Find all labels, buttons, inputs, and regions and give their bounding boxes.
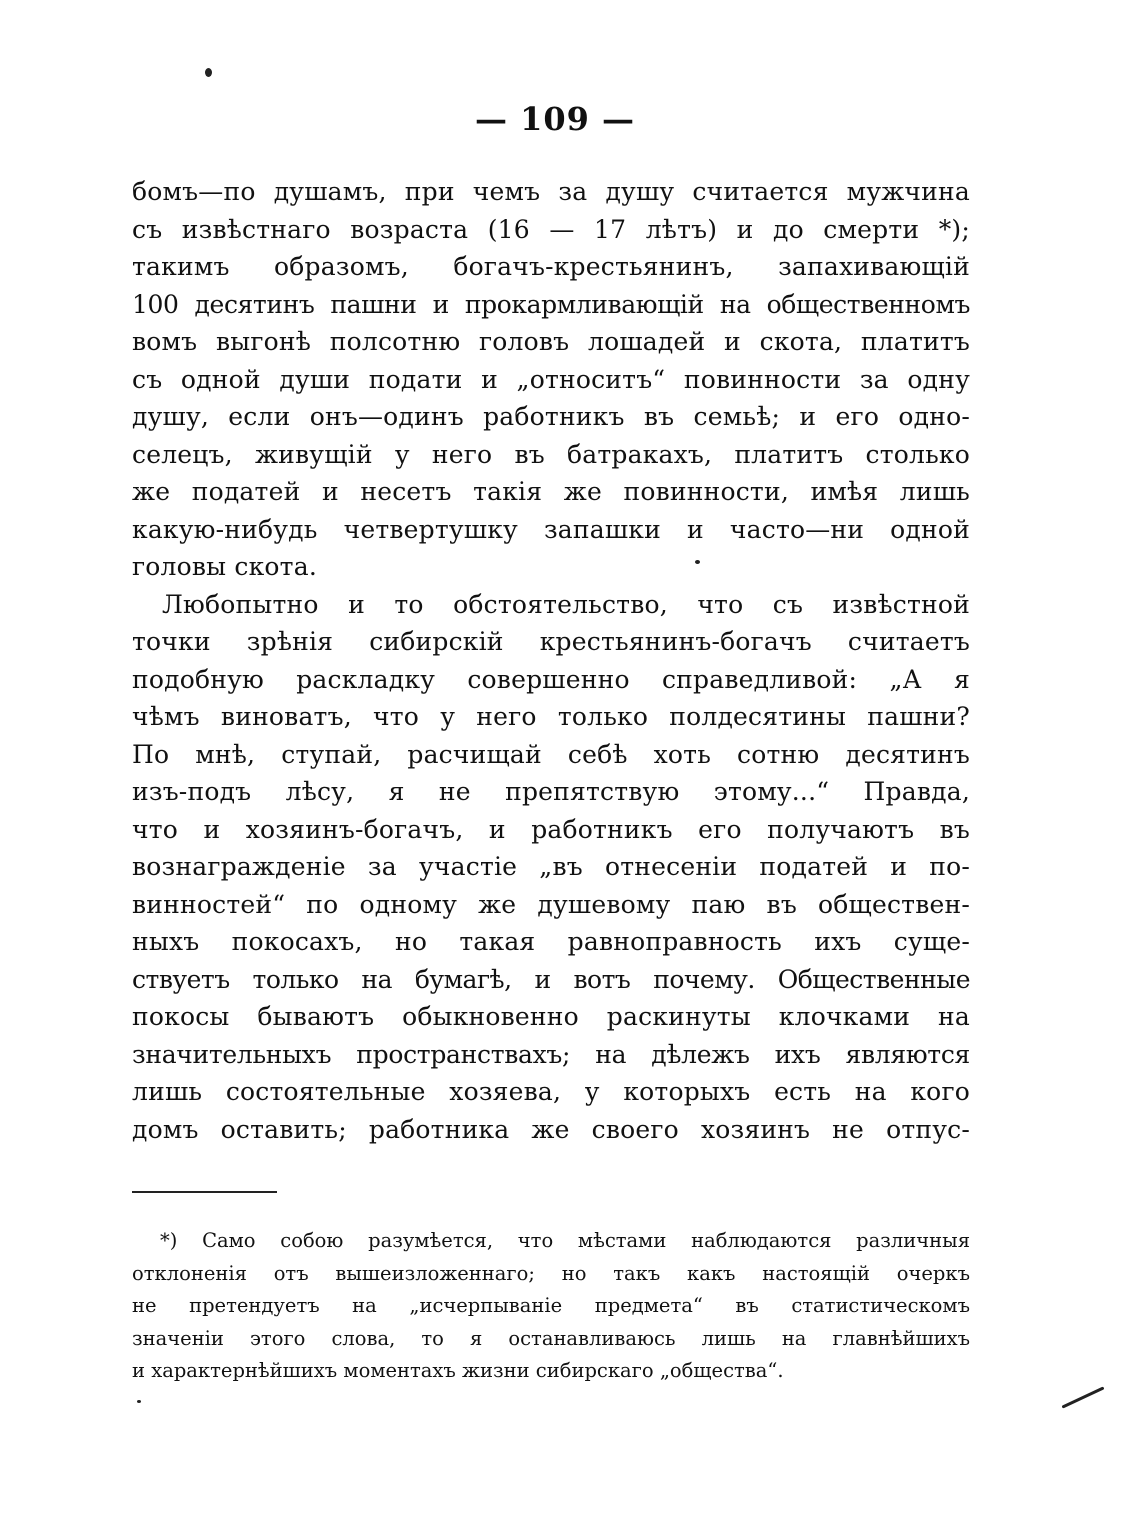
text-line: ныхъ покосахъ, но такая равноправность ихъ суще-	[132, 927, 970, 956]
text-line: 100 десятинъ пашни и прокармливающій на общественномъ	[132, 289, 970, 319]
text-line: винностей“ по одному же душевому паю въ обществен-	[132, 889, 970, 919]
text-line: По мнѣ, ступай, расчищай себѣ хоть сотню десятинъ	[132, 739, 970, 769]
text-line: изъ-подъ лѣсу, я не препятствую этому...“ Правда,	[132, 777, 970, 806]
text-line: ствуетъ только на бумагѣ, и вотъ почему. Общественные	[132, 964, 970, 994]
text-line: головы скота.	[132, 552, 317, 581]
text-line: подобную раскладку совершенно справедливой: „А я	[132, 664, 970, 694]
paragraph-start-line: Любопытно и то обстоятельство, что съ извѣстной	[162, 589, 970, 619]
footnote-divider	[132, 1191, 277, 1193]
ink-speck	[695, 560, 700, 564]
text-line: что и хозяинъ-богачъ, и работникъ его получаютъ въ	[132, 814, 970, 844]
text-line: селецъ, живущій у него въ батракахъ, платитъ столько	[132, 439, 970, 469]
text-line: значительныхъ пространствахъ; на дѣлежъ ихъ являются	[132, 1039, 970, 1069]
footnote-line: отклоненія отъ вышеизложеннаго; но такъ какъ настоящій очеркъ	[132, 1261, 970, 1285]
text-line: точки зрѣнія сибирскій крестьянинъ-богачъ считаетъ	[132, 627, 970, 656]
text-line: вомъ выгонѣ полсотню головъ лошадей и скота, платитъ	[132, 327, 970, 356]
footnote-line: не претендуетъ на „исчерпываніе предмета“ въ статистическомъ	[132, 1294, 970, 1317]
text-line: вознагражденіе за участіе „въ отнесеніи податей и по-	[132, 852, 970, 881]
page-number: — 109 —	[474, 100, 636, 138]
ink-speck	[205, 68, 212, 77]
footnote-line: значеніи этого слова, то я останавливаюсь лишь на главнѣйшихъ	[132, 1326, 970, 1350]
text-line: же податей и несетъ такія же повинности, имѣя лишь	[132, 477, 970, 506]
text-line: съ одной души подати и „относитъ“ повинности за одну	[132, 364, 970, 394]
text-line: такимъ образомъ, богачъ-крестьянинъ, запахивающій	[132, 252, 970, 281]
ink-speck	[137, 1400, 141, 1403]
text-line: какую-нибудь четвертушку запашки и часто—ни одной	[132, 514, 970, 544]
footnote-line: *) Само собою разумѣется, что мѣстами наблюдаются различныя	[160, 1229, 970, 1252]
text-line: лишь состоятельные хозяева, у которыхъ есть на кого	[132, 1077, 970, 1106]
text-line: покосы бываютъ обыкновенно раскинуты клочками на	[132, 1002, 970, 1031]
footnote-line: и характернѣйшихъ моментахъ жизни сибирскаго „общества“.	[132, 1359, 784, 1382]
ink-speck	[1062, 1386, 1105, 1408]
footnote	[132, 1225, 970, 1388]
text-line: съ извѣстнаго возраста (16 — 17 лѣтъ) и до смерти *);	[132, 214, 970, 244]
text-line: домъ оставить; работника же своего хозяинъ не отпус-	[132, 1114, 970, 1144]
text-line: душу, если онъ—одинъ работникъ въ семьѣ; и его одно-	[132, 402, 970, 431]
text-line: бомъ—по душамъ, при чемъ за душу считается мужчина	[132, 177, 970, 206]
main-text	[132, 173, 970, 1148]
text-line: чѣмъ виноватъ, что у него только полдесятины пашни?	[132, 702, 970, 731]
